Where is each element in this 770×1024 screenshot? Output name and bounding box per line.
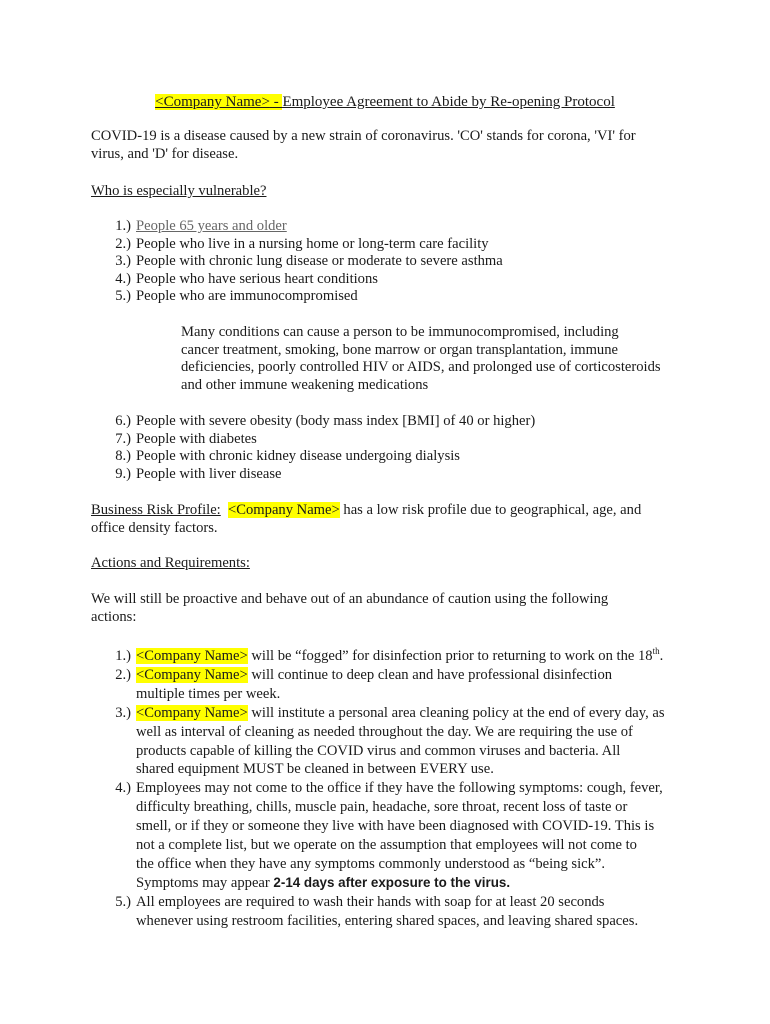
list-item bbox=[91, 253, 691, 271]
action-text: well as interval of cleaning as needed throughout the day. We are requiring the use of bbox=[136, 723, 633, 740]
risk-profile-text: has a low risk profile due to geographical, age, and bbox=[339, 502, 642, 518]
intro-line: COVID-19 is a disease caused by a new strain of coronavirus. 'CO' stands for corona, 'VI' for bbox=[91, 128, 636, 144]
list-text: People with chronic kidney disease undergoing dialysis bbox=[136, 448, 460, 465]
list-number: 2.) bbox=[115, 666, 131, 683]
title-text: Employee Agreement to Abide by Re-opening Protocol bbox=[282, 94, 615, 110]
action-item bbox=[91, 647, 691, 666]
note-line: Many conditions can cause a person to be immunocompromised, including bbox=[181, 324, 619, 340]
list-item bbox=[91, 288, 691, 306]
list-number: 8.) bbox=[115, 448, 131, 465]
list-number: 3.) bbox=[115, 704, 131, 721]
list-number: 1.) bbox=[115, 648, 131, 664]
action-text: Symptoms may appear bbox=[136, 874, 274, 891]
actions-list bbox=[91, 647, 691, 931]
list-item bbox=[91, 271, 691, 289]
ordinal-suffix: th bbox=[652, 646, 660, 657]
list-item bbox=[91, 466, 691, 484]
vulnerable-list-a bbox=[91, 218, 691, 306]
action-text: multiple times per week. bbox=[136, 685, 281, 702]
action-text: difficulty breathing, chills, muscle pain, headache, sore throat, recent loss of taste or bbox=[136, 799, 628, 816]
list-text: People who live in a nursing home or long-term care facility bbox=[136, 235, 489, 252]
list-number: 1.) bbox=[115, 218, 131, 234]
list-text: People with chronic lung disease or moderate to severe asthma bbox=[136, 253, 503, 270]
list-text: People with diabetes bbox=[136, 430, 257, 447]
company-name-placeholder: <Company Name> bbox=[136, 666, 248, 683]
symptom-window-text: 2-14 days after exposure to the virus. bbox=[273, 874, 511, 890]
note-line: and other immune weakening medications bbox=[181, 376, 429, 393]
action-text: will continue to deep clean and have professional disinfection bbox=[247, 666, 613, 683]
risk-profile-text: office density factors. bbox=[91, 519, 218, 536]
action-item bbox=[91, 704, 691, 780]
action-item bbox=[91, 779, 691, 892]
list-item bbox=[91, 218, 691, 236]
list-item bbox=[91, 448, 691, 466]
list-number: 5.) bbox=[115, 288, 131, 305]
document-title bbox=[0, 94, 770, 112]
immunocompromised-note bbox=[181, 324, 681, 394]
list-item bbox=[91, 431, 691, 449]
company-name-placeholder: <Company Name> bbox=[155, 94, 270, 110]
action-text: whenever using restroom facilities, entering shared spaces, and leaving shared spaces. bbox=[136, 912, 639, 929]
list-number: 7.) bbox=[115, 430, 131, 447]
list-text: People who are immunocompromised bbox=[136, 288, 358, 305]
note-line: deficiencies, poorly controlled HIV or AIDS, and prolonged use of corticosteroids bbox=[181, 359, 661, 376]
action-text: smell, or if they or someone they live with have been diagnosed with COVID-19. This is bbox=[136, 818, 655, 835]
actions-intro bbox=[91, 591, 691, 626]
risk-profile-paragraph bbox=[91, 502, 691, 537]
list-number: 3.) bbox=[115, 253, 131, 270]
action-text: shared equipment MUST be cleaned in between EVERY use. bbox=[136, 761, 494, 778]
action-item bbox=[91, 666, 691, 704]
action-text: not a complete list, but we operate on the assumption that employees will not come to bbox=[136, 837, 637, 854]
list-number: 2.) bbox=[115, 235, 131, 252]
action-item bbox=[91, 893, 691, 931]
note-line: cancer treatment, smoking, bone marrow or organ transplantation, immune bbox=[181, 341, 619, 358]
action-text: Employees may not come to the office if they have the following symptoms: cough, fever, bbox=[136, 780, 663, 797]
list-number: 9.) bbox=[115, 465, 131, 482]
vulnerable-list-b bbox=[91, 413, 691, 483]
list-text: People with liver disease bbox=[136, 465, 282, 482]
list-number: 4.) bbox=[115, 780, 131, 797]
action-text: will institute a personal area cleaning policy at the end of every day, as bbox=[247, 704, 665, 721]
action-text-end: . bbox=[659, 648, 664, 664]
intro-line: actions: bbox=[91, 608, 137, 625]
action-text: products capable of killing the COVID virus and common viruses and bacteria. All bbox=[136, 742, 621, 759]
vulnerable-heading: Who is especially vulnerable? bbox=[91, 183, 267, 199]
intro-line: We will still be proactive and behave out of an abundance of caution using the following bbox=[91, 591, 609, 607]
actions-heading: Actions and Requirements: bbox=[91, 555, 250, 571]
company-name-placeholder: <Company Name> bbox=[136, 704, 248, 721]
list-text: People with severe obesity (body mass index [BMI] of 40 or higher) bbox=[136, 413, 536, 429]
intro-line: virus, and 'D' for disease. bbox=[91, 145, 239, 162]
list-item bbox=[91, 236, 691, 254]
list-text: People 65 years and older bbox=[136, 218, 287, 234]
list-number: 5.) bbox=[115, 893, 131, 910]
list-text: People who have serious heart conditions bbox=[136, 270, 378, 287]
company-name-placeholder: <Company Name> bbox=[228, 502, 340, 518]
risk-profile-label: Business Risk Profile: bbox=[91, 502, 221, 518]
intro-paragraph bbox=[91, 128, 691, 163]
list-number: 6.) bbox=[115, 413, 131, 429]
title-dash: - bbox=[269, 94, 283, 110]
list-number: 4.) bbox=[115, 270, 131, 287]
action-text: the office when they have any symptoms commonly understood as “being sick”. bbox=[136, 855, 606, 872]
action-text: All employees are required to wash their hands with soap for at least 20 seconds bbox=[136, 893, 605, 910]
company-name-placeholder: <Company Name> bbox=[136, 648, 248, 664]
list-item bbox=[91, 413, 691, 431]
action-text: will be “fogged” for disinfection prior to returning to work on the 18 bbox=[247, 648, 653, 664]
